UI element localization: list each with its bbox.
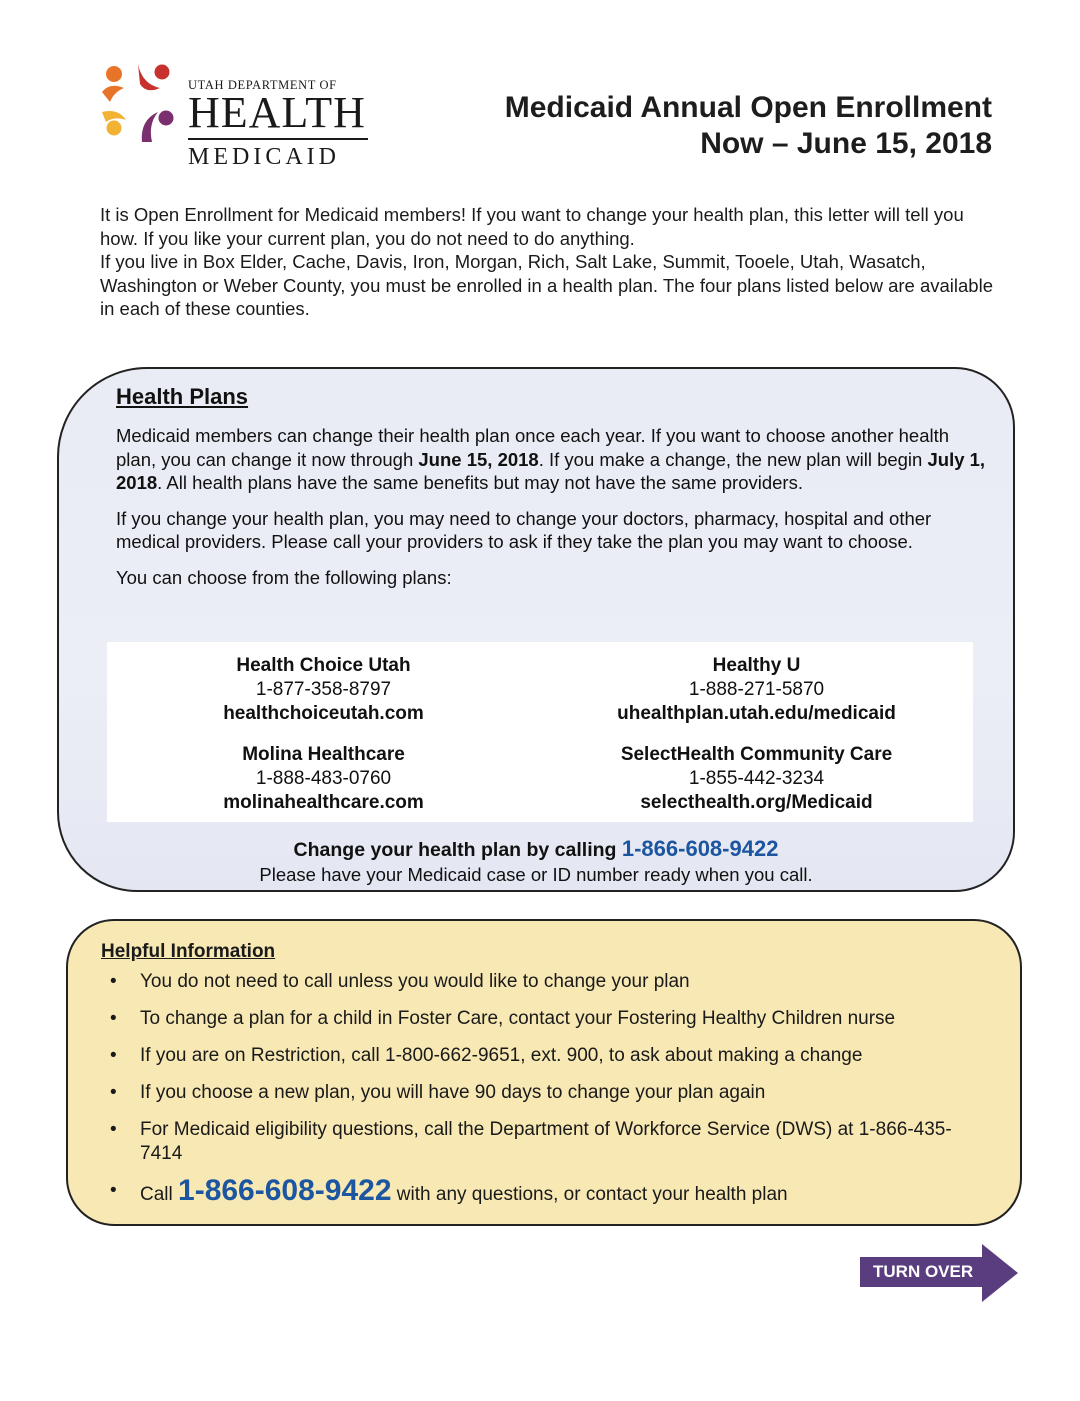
intro-paragraph-1: It is Open Enrollment for Medicaid members! If you want to change your health plan, this letter will tell you how. If you like your current plan, you do not need to do anything. bbox=[100, 204, 964, 249]
health-plans-paragraph-3: You can choose from the following plans: bbox=[116, 566, 452, 588]
plans-list bbox=[107, 642, 973, 822]
change-plan-call-line bbox=[59, 836, 1013, 863]
health-plans-heading: Health Plans bbox=[116, 384, 249, 409]
turn-over-button[interactable] bbox=[860, 1244, 1020, 1302]
plan-health-choice-utah bbox=[107, 654, 540, 733]
page-title bbox=[505, 90, 992, 162]
plan-healthy-u bbox=[540, 654, 973, 733]
plan-phone[interactable]: 1-877-358-8797 bbox=[255, 679, 392, 700]
intro-paragraph-2: If you live in Box Elder, Cache, Davis, Iron, Morgan, Rich, Salt Lake, Summit, Tooele, Utah, Wasatch, Washington or Weber County, you must be enrolled in a health plan. The four plans listed below are available in each of these counties. bbox=[100, 251, 993, 319]
title-line-2: Now – June 15, 2018 bbox=[700, 127, 992, 160]
list-item: • If you are on Restriction, call 1-800-662-9651, ext. 900, to ask about making a change bbox=[102, 1044, 982, 1068]
helpful-information-list bbox=[102, 970, 982, 1220]
list-item: • You do not need to call unless you would like to change your plan bbox=[102, 970, 982, 994]
health-plans-paragraph-1: Medicaid members can change their health plan once each year. If you want to choose another health plan, you can change it now through June 15, 2018. If you make a change, the new plan will begin July 1, 2018. All health plans have the same benefits but may not have the same providers. bbox=[116, 425, 986, 493]
plan-phone[interactable]: 1-888-483-0760 bbox=[255, 768, 392, 789]
list-item: • To change a plan for a child in Foster Care, contact your Fostering Healthy Children nurse bbox=[102, 1007, 982, 1031]
logo-health-text: HEALTH bbox=[188, 94, 368, 140]
list-item: • For Medicaid eligibility questions, call the Department of Workforce Service (DWS) at 1-866-435-7414 bbox=[102, 1118, 982, 1166]
plan-phone[interactable]: 1-855-442-3234 bbox=[688, 768, 825, 789]
ready-id-note: Please have your Medicaid case or ID number ready when you call. bbox=[259, 864, 813, 885]
list-item: • If you choose a new plan, you will have 90 days to change your plan again bbox=[102, 1081, 982, 1105]
plan-phone[interactable]: 1-888-271-5870 bbox=[688, 679, 825, 700]
plan-name: Health Choice Utah bbox=[236, 655, 411, 676]
plan-name: SelectHealth Community Care bbox=[620, 744, 893, 765]
plan-selecthealth bbox=[540, 743, 973, 822]
plan-name: Healthy U bbox=[712, 655, 801, 676]
plan-name: Molina Healthcare bbox=[242, 744, 405, 765]
logo-department-text: UTAH DEPARTMENT OF bbox=[188, 78, 337, 92]
plan-url[interactable]: uhealthplan.utah.edu/medicaid bbox=[617, 703, 896, 724]
help-phone-number[interactable]: 1-866-608-9422 bbox=[178, 1174, 392, 1207]
list-item: • Call 1-866-608-9422 with any questions, or contact your health plan bbox=[102, 1179, 982, 1207]
utah-health-logo-mark-icon bbox=[100, 62, 182, 144]
plan-molina-healthcare bbox=[107, 743, 540, 822]
plan-url[interactable]: selecthealth.org/Medicaid bbox=[640, 792, 873, 813]
health-plans-paragraph-2: If you change your health plan, you may need to change your doctors, pharmacy, hospital and other medical providers. Please call your providers to ask if they take the plan you may want to choose. bbox=[116, 507, 932, 552]
turn-over-label: TURN OVER bbox=[873, 1262, 974, 1281]
intro-text bbox=[100, 203, 1000, 321]
plan-url[interactable]: healthchoiceutah.com bbox=[223, 703, 424, 724]
helpful-information-box bbox=[66, 919, 1022, 1226]
utah-health-logo bbox=[100, 62, 370, 170]
helpful-information-heading: Helpful Information bbox=[101, 941, 276, 962]
health-plans-box bbox=[57, 367, 1015, 892]
call-text: Change your health plan by calling bbox=[293, 839, 622, 861]
title-line-1: Medicaid Annual Open Enrollment bbox=[504, 91, 992, 124]
plan-url[interactable]: molinahealthcare.com bbox=[223, 792, 424, 813]
logo-medicaid-text: MEDICAID bbox=[188, 144, 340, 170]
call-phone-number[interactable]: 1-866-608-9422 bbox=[621, 836, 779, 861]
